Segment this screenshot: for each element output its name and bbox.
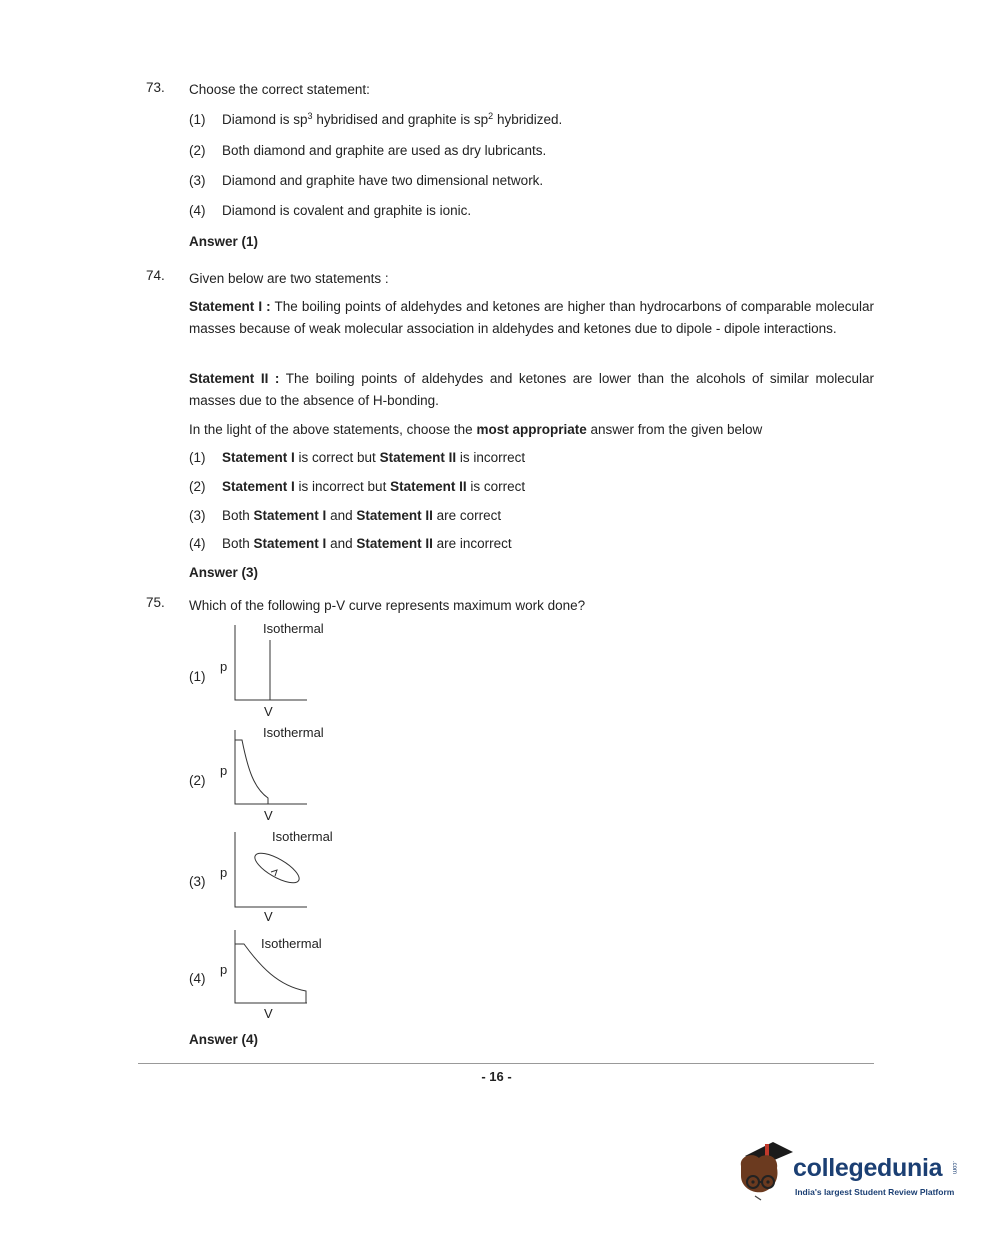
axes	[235, 730, 307, 804]
q74-answer: Answer (3)	[189, 565, 259, 580]
v-axis-label: V	[264, 1006, 273, 1021]
brand-tagline: India's largest Student Review Platform	[795, 1187, 955, 1197]
q73-option-number: (3)	[189, 173, 206, 188]
footer-divider	[138, 1063, 874, 1064]
isothermal-curve	[235, 944, 306, 1003]
statement-2: Statement II : The boiling points of aldehydes and ketones are lower than the alcohols of similar molecular masses due to the absence of H-bonding.	[189, 371, 874, 408]
q74-option-number: (3)	[189, 508, 206, 523]
p-axis-label: p	[220, 962, 228, 977]
question-prompt-73: Choose the correct statement:	[189, 82, 370, 97]
pv-graph-1	[230, 625, 310, 705]
p-axis-label: p	[220, 659, 228, 674]
brand-logo	[735, 1138, 965, 1208]
q75-answer: Answer (4)	[189, 1032, 259, 1047]
isothermal-curve	[235, 740, 268, 804]
q73-option-3: Diamond and graphite have two dimensional network.	[222, 173, 544, 188]
pv-graph-3	[230, 832, 310, 912]
mascot-icon	[735, 1138, 795, 1206]
brand-suffix: .com	[951, 1161, 957, 1175]
graph-title: Isothermal	[261, 936, 322, 951]
brand-name: collegedunia	[793, 1154, 943, 1182]
q74-option-2: Statement I is incorrect but Statement II is correct	[222, 479, 526, 494]
q73-option-number: (1)	[189, 112, 206, 127]
q74-instruction: In the light of the above statements, choose the most appropriate answer from the given below	[189, 422, 763, 437]
p-axis-label: p	[220, 763, 228, 778]
q73-option-4: Diamond is covalent and graphite is ionic.	[222, 203, 472, 218]
graph-option-number: (4)	[189, 971, 206, 986]
question-prompt-75: Which of the following p-V curve represents maximum work done?	[189, 598, 586, 613]
axes	[235, 625, 307, 700]
graph-title: Isothermal	[263, 725, 324, 740]
axes	[235, 930, 307, 1003]
question-number-75: 75.	[146, 595, 165, 610]
p-axis-label: p	[220, 865, 228, 880]
question-number-74: 74.	[146, 268, 165, 283]
q74-option-number: (2)	[189, 479, 206, 494]
graph-option-number: (1)	[189, 669, 206, 684]
statement-1: Statement I : The boiling points of aldehydes and ketones are higher than hydrocarbons of comparable molecular masses because of weak molecular association in aldehydes and ketones due to dipole - dipole interactions.	[189, 299, 874, 336]
q73-option-number: (2)	[189, 143, 206, 158]
graph-title: Isothermal	[263, 621, 324, 636]
v-axis-label: V	[264, 909, 273, 924]
cyclic-process-loop	[251, 848, 303, 889]
q73-option-number: (4)	[189, 203, 206, 218]
v-axis-label: V	[264, 808, 273, 823]
question-prompt-74: Given below are two statements :	[189, 271, 389, 286]
page-number: - 16 -	[481, 1069, 512, 1084]
q74-option-4: Both Statement I and Statement II are incorrect	[222, 536, 512, 551]
q73-answer: Answer (1)	[189, 234, 259, 249]
q73-option-2: Both diamond and graphite are used as dry lubricants.	[222, 143, 547, 158]
graph-option-number: (3)	[189, 874, 206, 889]
graph-option-number: (2)	[189, 773, 206, 788]
v-axis-label: V	[264, 704, 273, 719]
q73-option-1: Diamond is $sp^3$ hybridised and graphite is $sp^2$ hybridized.	[222, 111, 563, 127]
q74-option-3: Both Statement I and Statement II are correct	[222, 508, 502, 523]
q74-option-1: Statement I is correct but Statement II is incorrect	[222, 450, 526, 465]
q74-option-number: (1)	[189, 450, 206, 465]
pv-graph-4	[230, 930, 310, 1010]
pv-graph-2	[230, 730, 310, 810]
q74-option-number: (4)	[189, 536, 206, 551]
axes	[235, 832, 307, 907]
question-number-73: 73.	[146, 80, 165, 95]
graph-title: Isothermal	[272, 829, 333, 844]
